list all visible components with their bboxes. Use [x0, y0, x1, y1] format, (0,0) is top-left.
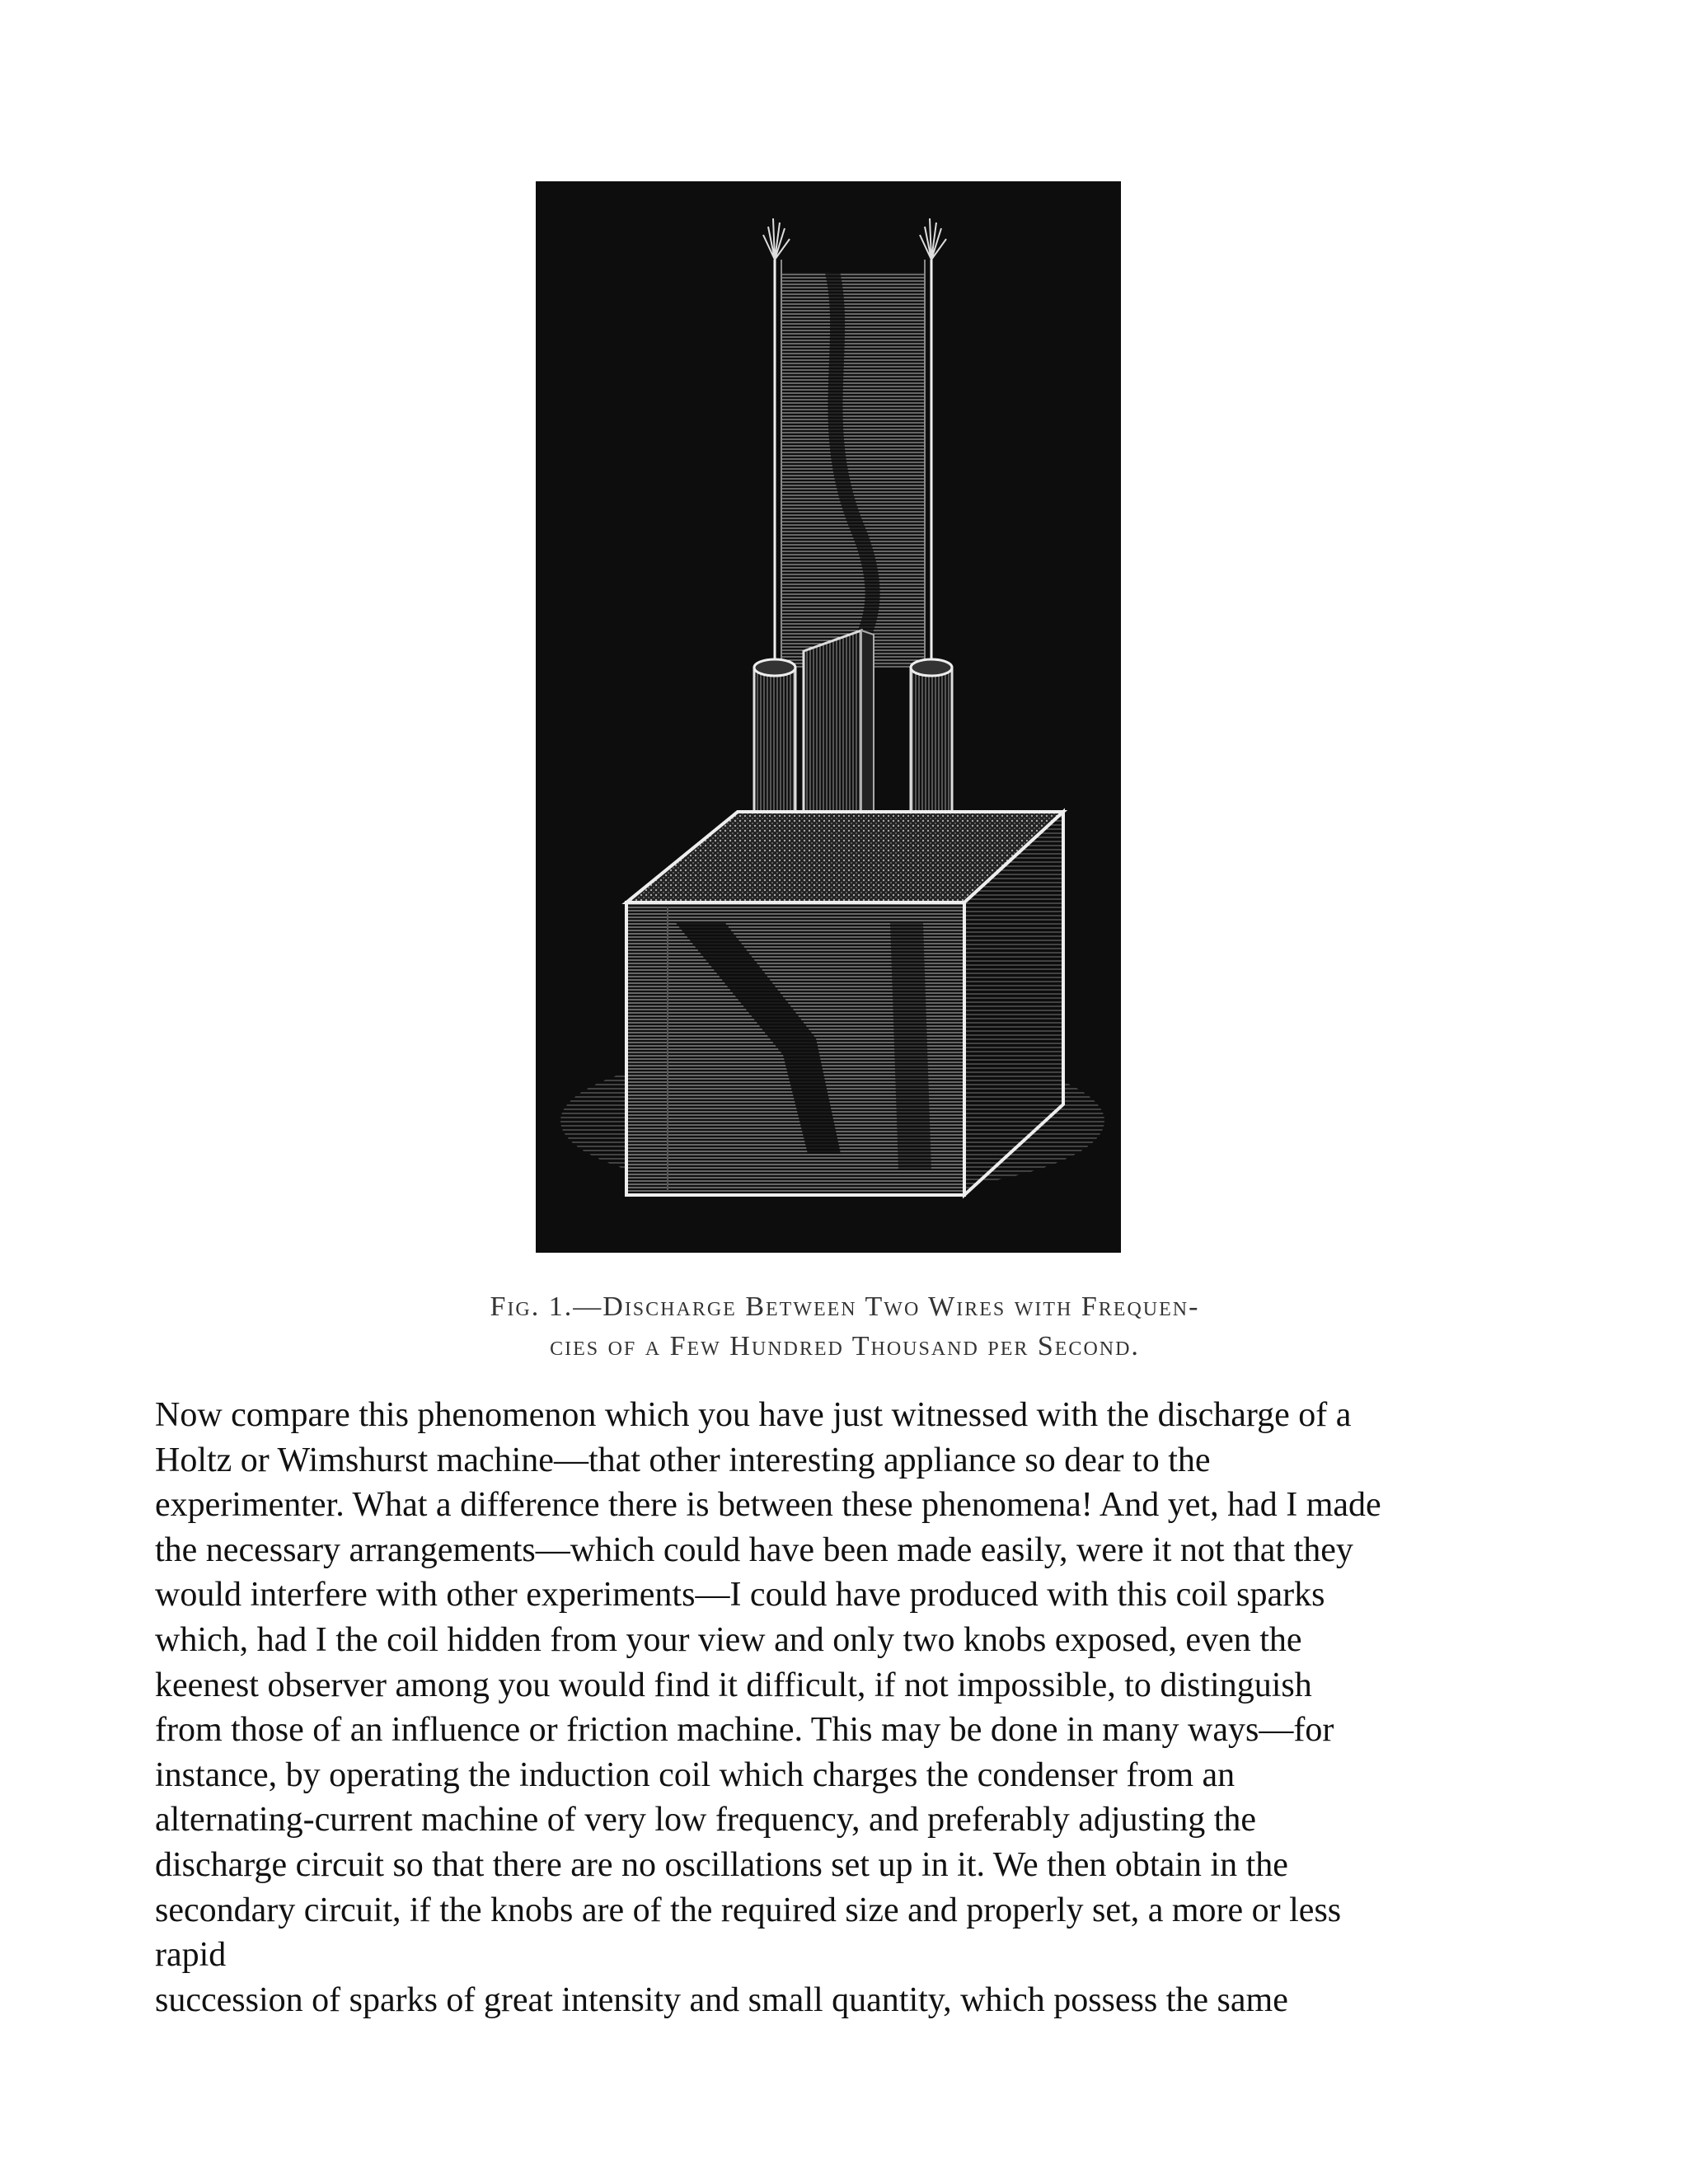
body-line: succession of sparks of great intensity and small quantity, which possess the same — [155, 1980, 1288, 2019]
body-line: secondary circuit, if the knobs are of the required size and properly set, a more or less — [155, 1891, 1342, 1929]
body-line: from those of an influence or friction machine. This may be done in many ways—for — [155, 1711, 1334, 1750]
body-line: alternating-current machine of very low frequency, and preferably adjusting the — [155, 1801, 1257, 1840]
body-paragraph — [155, 1393, 1556, 2022]
coil-discharge-engraving-icon — [536, 181, 1121, 1253]
body-line: discharge circuit so that there are no oscillations set up in it. We then obtain in the — [155, 1845, 1288, 1884]
body-line: Holtz or Wimshurst machine—that other interesting appliance so dear to the — [155, 1441, 1211, 1479]
body-line: would interfere with other experiments—I could have produced with this coil sparks — [155, 1576, 1325, 1615]
figure-caption — [247, 1287, 1442, 1366]
body-line: instance, by operating the induction coil which charges the condenser from an — [155, 1755, 1236, 1794]
body-line: keenest observer among you would find it difficult, if not impossible, to distinguish — [155, 1666, 1312, 1704]
figure-caption-line-2: cies of a Few Hundred Thousand per Second. — [550, 1331, 1140, 1361]
body-line: the necessary arrangements—which could have been made easily, were it not that they — [155, 1530, 1353, 1569]
figure-caption-line-1: Fig. 1.—Discharge Between Two Wires with Frequen- — [490, 1291, 1200, 1322]
body-line: experimenter. What a difference there is between these phenomena! And yet, had I made — [155, 1486, 1381, 1525]
body-line: Now compare this phenomenon which you have just witnessed with the discharge of a — [155, 1396, 1352, 1434]
body-line: rapid — [155, 1936, 227, 1975]
figure-illustration — [536, 181, 1121, 1253]
body-line: which, had I the coil hidden from your view and only two knobs exposed, even the — [155, 1620, 1302, 1659]
